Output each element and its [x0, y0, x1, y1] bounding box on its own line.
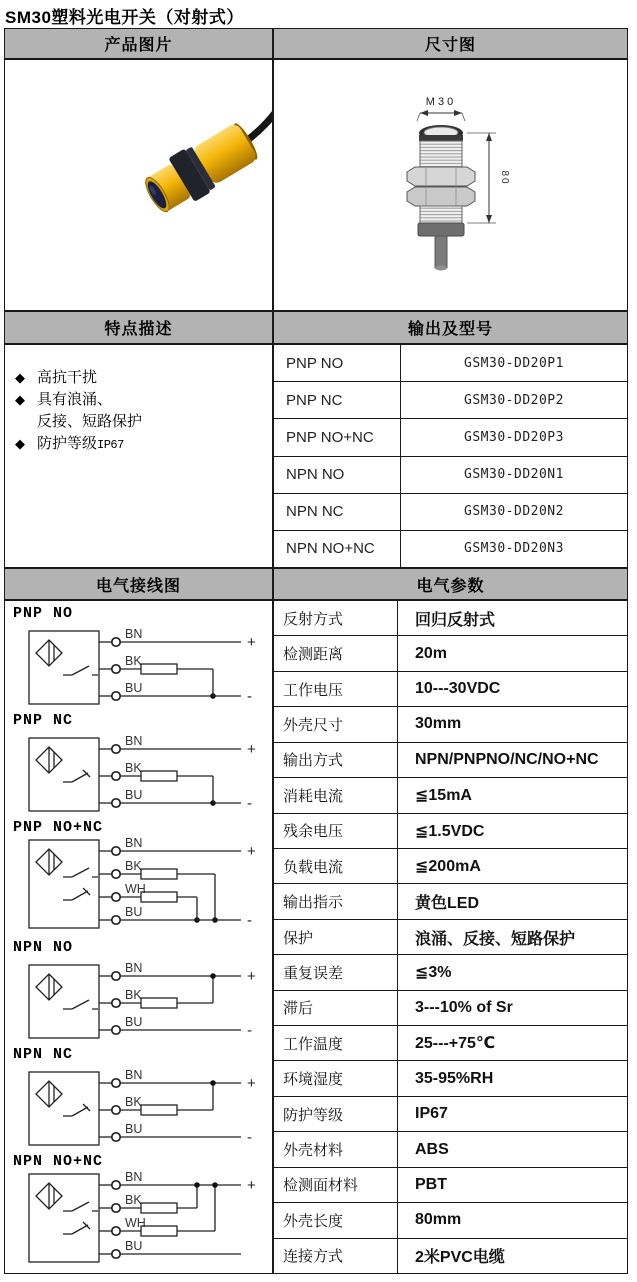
svg-text:+: + [247, 968, 256, 985]
svg-text:-: - [247, 688, 252, 705]
model-code: GSM30-DD20P1 [464, 355, 564, 371]
param-row [274, 601, 627, 636]
content-row-3 [4, 600, 628, 1274]
svg-text:BK: BK [125, 988, 142, 1002]
svg-text:BU: BU [125, 1239, 143, 1253]
param-value: 20m [415, 644, 448, 662]
feature-suffix: IP67 [97, 438, 124, 452]
model-code: GSM30-DD20N1 [464, 467, 564, 483]
svg-text:BN: BN [125, 1068, 143, 1082]
param-name: 工作电压 [274, 672, 398, 706]
svg-text:BK: BK [125, 654, 142, 668]
param-name: 负载电流 [274, 849, 398, 883]
param-row [274, 672, 627, 707]
param-name: 重复误差 [274, 955, 398, 989]
header-row-2 [4, 311, 628, 344]
svg-text:+: + [247, 741, 256, 758]
dimension-header: 尺寸图 [273, 28, 628, 59]
header-row-1 [4, 28, 628, 59]
feature-bullet-icon: ◆ [15, 436, 25, 451]
feature-text: 高抗干扰 [37, 369, 98, 386]
param-row [274, 849, 627, 884]
model-row [274, 345, 627, 382]
param-name: 外壳尺寸 [274, 707, 398, 741]
wiring-diagram-svg [13, 1170, 271, 1273]
wiring-diagrams [5, 601, 272, 1273]
wiring-block [13, 939, 272, 1046]
wiring-diagram-label: PNP NC [13, 712, 74, 729]
param-row [274, 1168, 627, 1203]
hex-nut-1 [407, 167, 475, 186]
dimension-drawing-cell [273, 59, 628, 311]
param-name: 检测面材料 [274, 1168, 398, 1202]
param-name: 外壳材料 [274, 1132, 398, 1166]
wiring-diagram-label: PNP NO+NC [13, 819, 104, 836]
param-row [274, 991, 627, 1026]
length-label: 80 [499, 170, 510, 186]
param-value: NPN/PNPNO/NC/NO+NC [415, 750, 599, 768]
svg-text:BU: BU [125, 905, 143, 919]
model-code: GSM30-DD20N3 [464, 541, 564, 557]
model-output-type: PNP NC [274, 382, 401, 418]
param-name: 残余电压 [274, 814, 398, 848]
param-value: 回归反射式 [415, 611, 496, 629]
sensor-base [418, 223, 464, 236]
wiring-diagram-label: NPN NO [13, 939, 74, 956]
param-value: 35-95%RH [415, 1069, 494, 1087]
svg-text:BN: BN [125, 627, 143, 641]
param-row [274, 1097, 627, 1132]
model-row [274, 494, 627, 531]
param-name: 滞后 [274, 991, 398, 1025]
param-name: 连接方式 [274, 1239, 398, 1273]
model-output-type: NPN NO+NC [274, 531, 401, 567]
svg-text:-: - [247, 1022, 252, 1039]
model-output-type: PNP NO+NC [274, 419, 401, 455]
wiring-block [13, 1153, 272, 1273]
wiring-diagram-label: NPN NO+NC [13, 1153, 104, 1170]
param-name: 外壳长度 [274, 1203, 398, 1237]
model-output-type: NPN NO [274, 457, 401, 493]
svg-text:+: + [247, 1075, 256, 1092]
param-value: 黄色LED [415, 895, 480, 913]
content-row-2 [4, 344, 628, 568]
param-value: 3---10% of Sr [415, 998, 513, 1016]
param-value: 2米PVC电缆 [415, 1249, 505, 1267]
feature-bullet-icon: ◆ [15, 392, 25, 407]
model-output-type: PNP NO [274, 345, 401, 381]
param-row [274, 1026, 627, 1061]
svg-text:BN: BN [125, 1170, 143, 1184]
product-image-header: 产品图片 [4, 28, 273, 59]
features-header: 特点描述 [4, 311, 273, 344]
wiring-block [13, 605, 272, 712]
feature-bullet-icon: ◆ [15, 370, 25, 385]
param-row [274, 920, 627, 955]
param-value: ≦3% [415, 964, 452, 982]
product-photo [5, 60, 272, 310]
param-name: 防护等级 [274, 1097, 398, 1131]
model-output-type: NPN NC [274, 494, 401, 530]
svg-text:BU: BU [125, 788, 143, 802]
wiring-block [13, 712, 272, 819]
param-name: 检测距离 [274, 636, 398, 670]
model-code: GSM30-DD20N2 [464, 504, 564, 520]
param-value: 80mm [415, 1211, 462, 1229]
param-name: 输出指示 [274, 884, 398, 918]
param-row [274, 743, 627, 778]
svg-text:BN: BN [125, 961, 143, 975]
wiring-diagram-svg [13, 622, 271, 712]
param-name: 反射方式 [274, 601, 398, 635]
wiring-header: 电气接线图 [4, 568, 273, 600]
params-header: 电气参数 [273, 568, 628, 600]
thread-size-label: M30 [425, 96, 457, 108]
svg-text:+: + [247, 843, 256, 860]
datasheet-table [4, 28, 628, 1274]
svg-text:BU: BU [125, 1015, 143, 1029]
svg-text:BK: BK [125, 859, 142, 873]
model-code: GSM30-DD20P2 [464, 392, 564, 408]
param-value: PBT [415, 1175, 447, 1193]
svg-text:BN: BN [125, 734, 143, 748]
wiring-diagram-svg [13, 836, 271, 939]
param-name: 环境湿度 [274, 1061, 398, 1095]
dimension-drawing [274, 60, 627, 310]
param-row [274, 636, 627, 671]
param-row [274, 1239, 627, 1273]
param-name: 保护 [274, 920, 398, 954]
wiring-block [13, 1046, 272, 1153]
param-value: ABS [415, 1140, 449, 1158]
hex-nut-2 [407, 187, 475, 206]
product-photo-cell [4, 59, 273, 311]
param-value: 浪涌、反接、短路保护 [415, 930, 576, 948]
params-table [274, 601, 627, 1273]
svg-text:BU: BU [125, 1122, 143, 1136]
param-row [274, 884, 627, 919]
param-row [274, 1132, 627, 1167]
svg-text:+: + [247, 1177, 256, 1194]
param-value: 30mm [415, 715, 462, 733]
wiring-diagram-svg [13, 956, 271, 1046]
feature-line [15, 411, 266, 433]
model-row [274, 531, 627, 567]
svg-text:WH: WH [125, 882, 146, 896]
svg-text:BK: BK [125, 761, 142, 775]
param-value: 25---+75℃ [415, 1035, 496, 1053]
models-header: 输出及型号 [273, 311, 628, 344]
param-value: 10---30VDC [415, 680, 501, 698]
param-value: ≦1.5VDC [415, 822, 485, 840]
feature-line [15, 367, 266, 389]
feature-text: 具有浪涌、 [37, 391, 113, 408]
svg-text:+: + [247, 634, 256, 651]
param-value: ≦200mA [415, 858, 481, 876]
param-row [274, 1061, 627, 1096]
model-row [274, 382, 627, 419]
param-row [274, 707, 627, 742]
features-list [5, 345, 272, 456]
model-row [274, 457, 627, 494]
content-row-1 [4, 59, 628, 311]
param-row [274, 778, 627, 813]
svg-text:BN: BN [125, 836, 143, 850]
header-row-3 [4, 568, 628, 600]
svg-text:-: - [247, 912, 252, 929]
feature-text: 反接、短路保护 [37, 413, 143, 430]
param-row [274, 1203, 627, 1238]
feature-text: 防护等级 [37, 435, 98, 452]
svg-text:BK: BK [125, 1095, 142, 1109]
param-name: 输出方式 [274, 743, 398, 777]
svg-text:-: - [247, 1129, 252, 1146]
wiring-block [13, 819, 272, 939]
models-table [274, 345, 627, 567]
svg-text:WH: WH [125, 1216, 146, 1230]
wiring-diagram-svg [13, 729, 271, 819]
param-value: IP67 [415, 1105, 448, 1123]
cable-stub [435, 236, 447, 268]
param-name: 工作温度 [274, 1026, 398, 1060]
wiring-diagram-svg [13, 1063, 271, 1153]
wiring-diagram-label: NPN NC [13, 1046, 74, 1063]
wiring-diagram-label: PNP NO [13, 605, 74, 622]
svg-text:BK: BK [125, 1193, 142, 1207]
param-row [274, 814, 627, 849]
model-code: GSM30-DD20P3 [464, 429, 564, 445]
param-value: ≦15mA [415, 787, 472, 805]
svg-text:-: - [247, 795, 252, 812]
page-title: SM30塑料光电开关（对射式） [5, 8, 244, 27]
feature-line [15, 433, 266, 456]
svg-text:BU: BU [125, 681, 143, 695]
param-name: 消耗电流 [274, 778, 398, 812]
feature-line [15, 389, 266, 411]
model-row [274, 419, 627, 456]
thread-section [420, 141, 462, 167]
param-row [274, 955, 627, 990]
